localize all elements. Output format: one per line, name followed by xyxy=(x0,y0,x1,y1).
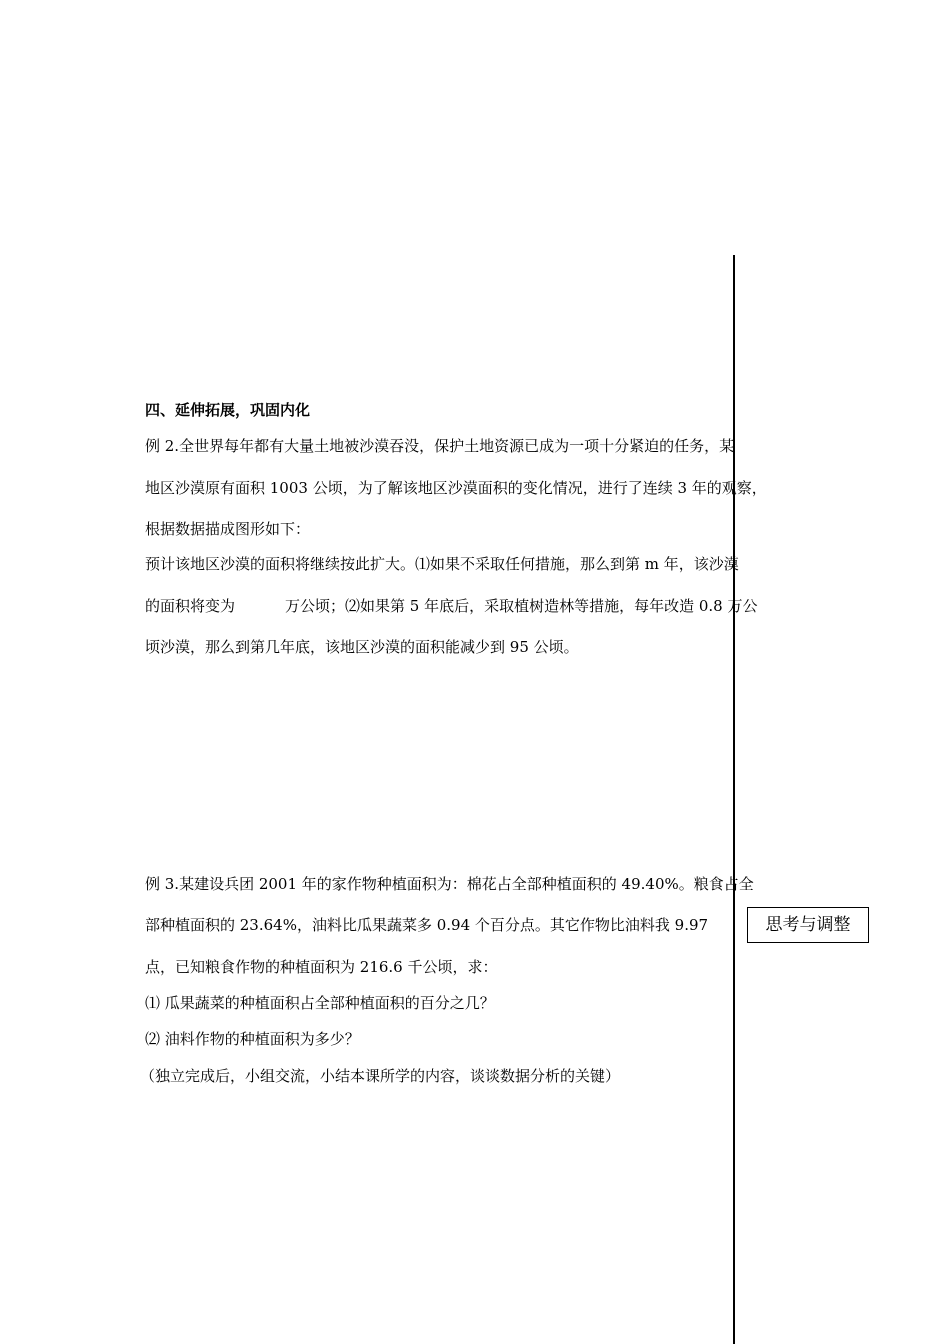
margin-divider-line xyxy=(733,255,735,1344)
example3-line-3: 点，已知粮食作物的种植面积为 216.6 千公顷，求： xyxy=(145,958,498,976)
example2-line-6: 顷沙漠，那么到第几年底，该地区沙漠的面积能减少到 95 公顷。 xyxy=(145,638,579,656)
example2-line-5-end: 万公顷；⑵如果第 5 年底后，采取植树造林等措施，每年改造 0.8 万公 xyxy=(285,597,758,615)
example2-line-5 xyxy=(145,596,758,616)
example2-line-1: 例 2.全世界每年都有大量土地被沙漠吞没，保护土地资源已成为一项十分紧迫的任务，某 xyxy=(145,437,735,455)
example3-question-2: ⑵ 油料作物的种植面积为多少？ xyxy=(145,1030,360,1048)
example3-note: （独立完成后，小组交流，小结本课所学的内容，谈谈数据分析的关键） xyxy=(140,1067,621,1085)
example2-line-2: 地区沙漠原有面积 1003 公顷，为了解该地区沙漠面积的变化情况，进行了连续 3 年的观察， xyxy=(145,479,767,497)
example3-question-1: ⑴ 瓜果蔬菜的种植面积占全部种植面积的百分之几？ xyxy=(145,994,495,1012)
section-heading: 四、延伸拓展，巩固内化 xyxy=(145,401,311,419)
reflection-box: 思考与调整 xyxy=(747,907,869,943)
example2-line-4: 预计该地区沙漠的面积将继续按此扩大。⑴如果不采取任何措施，那么到第 m 年，该沙漠 xyxy=(145,555,739,573)
example3-line-2: 部种植面积的 23.64%，油料比瓜果蔬菜多 0.94 个百分点。其它作物比油料我 9.97 xyxy=(145,916,709,934)
example2-line-3: 根据数据描成图形如下： xyxy=(145,520,311,538)
example3-line-1: 例 3.某建设兵团 2001 年的家作物种植面积为：棉花占全部种植面积的 49.40%。粮食占全 xyxy=(145,875,754,893)
example2-line-5-start: 的面积将变为 xyxy=(145,597,236,615)
